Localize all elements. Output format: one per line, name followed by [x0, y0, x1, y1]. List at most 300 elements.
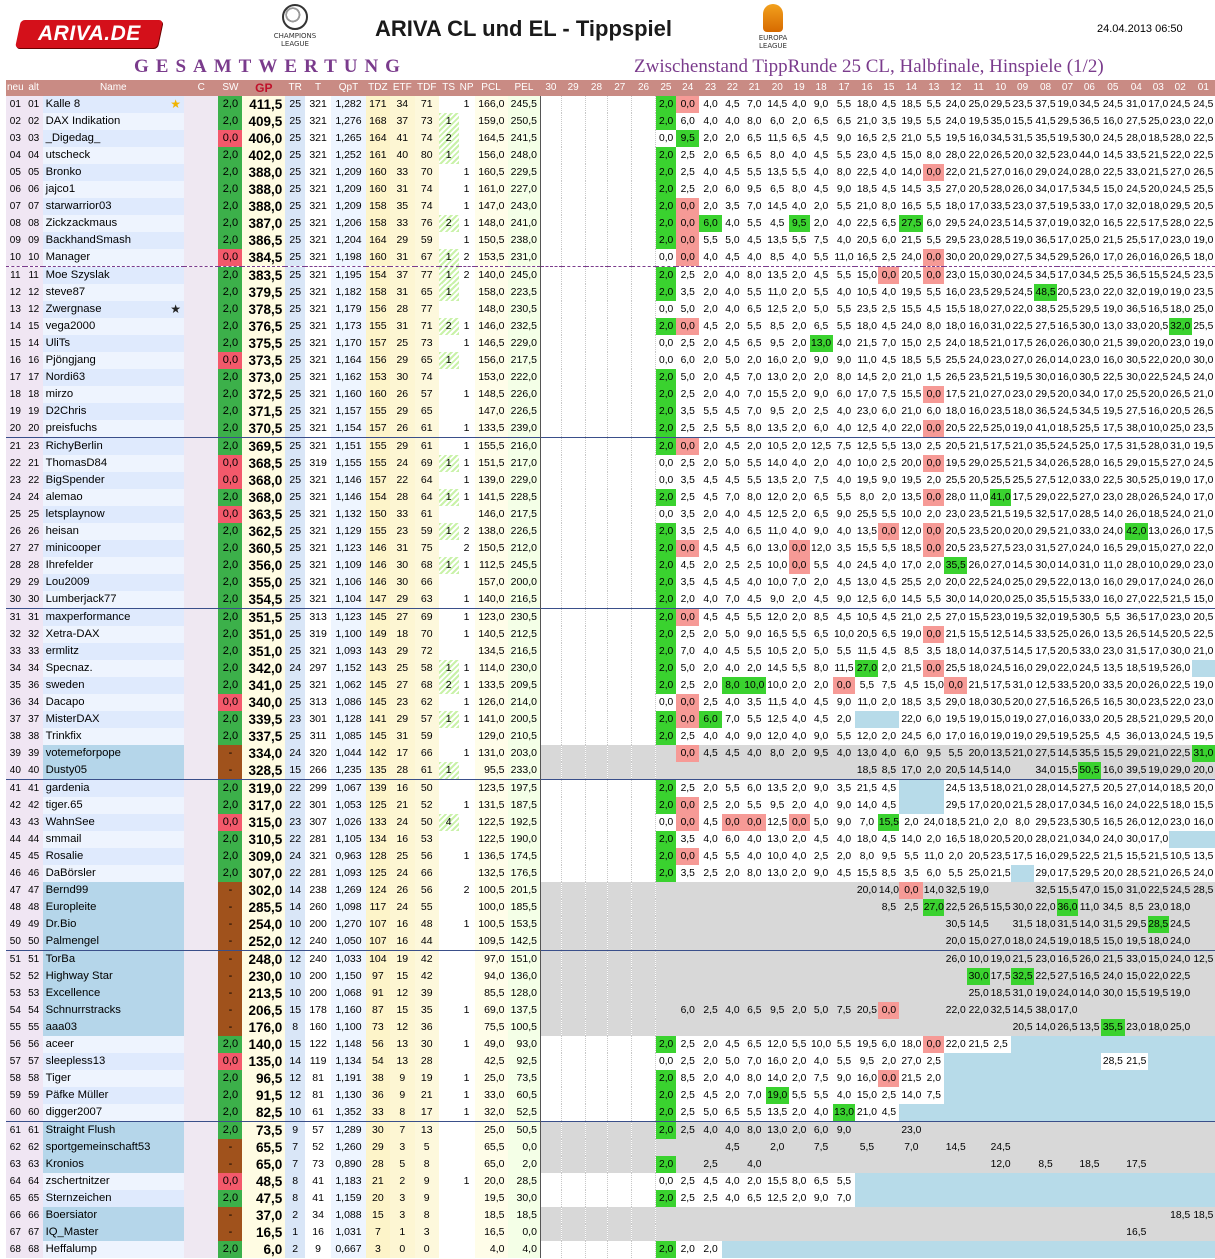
- player-name-label[interactable]: BackhandSmash: [45, 234, 131, 246]
- table-row[interactable]: [6, 369, 1215, 386]
- player-name-label[interactable]: Nordi63: [45, 371, 86, 383]
- table-row[interactable]: [6, 814, 1215, 831]
- round-cell: 5,5: [836, 1039, 852, 1050]
- player-name-label[interactable]: gardenia: [45, 782, 90, 794]
- table-row[interactable]: [6, 933, 1215, 951]
- round-cell: 5,0: [725, 629, 740, 640]
- player-name[interactable]: [43, 232, 184, 249]
- table-row[interactable]: [6, 249, 1215, 267]
- quota-per-tip: 1,093: [331, 643, 366, 660]
- player-name[interactable]: [43, 1173, 184, 1190]
- column-header[interactable]: TDF: [415, 80, 439, 96]
- table-row[interactable]: [6, 797, 1215, 814]
- column-header[interactable]: neu: [6, 80, 25, 96]
- player-name[interactable]: [43, 865, 184, 882]
- player-name-label[interactable]: Straight Flush: [45, 1124, 116, 1136]
- player-name[interactable]: [43, 489, 184, 506]
- player-name[interactable]: [43, 130, 184, 147]
- player-name-label[interactable]: aaa03: [45, 1021, 78, 1033]
- player-name-label[interactable]: Specnaz.: [45, 662, 93, 674]
- column-header[interactable]: GP: [242, 80, 285, 96]
- rounds-played: 25: [285, 523, 305, 540]
- column-header[interactable]: PCL: [475, 80, 508, 96]
- column-header[interactable]: 15: [878, 80, 899, 96]
- column-header[interactable]: 02: [1169, 80, 1192, 96]
- points-cl: 100,5: [475, 882, 508, 899]
- player-name-label[interactable]: MisterDAX: [45, 713, 100, 725]
- player-name[interactable]: [43, 797, 184, 814]
- player-name-label[interactable]: votemeforpope: [45, 747, 121, 759]
- round-cell: [585, 369, 608, 386]
- player-name[interactable]: [43, 728, 184, 745]
- table-row[interactable]: [6, 728, 1215, 745]
- np-value: 1: [463, 850, 470, 862]
- player-name[interactable]: [43, 472, 184, 489]
- table-row[interactable]: [6, 335, 1215, 352]
- table-row[interactable]: [6, 1002, 1215, 1019]
- player-name-label[interactable]: digger2007: [45, 1106, 103, 1118]
- player-name-label[interactable]: heisan: [45, 525, 79, 537]
- player-name[interactable]: [43, 1070, 184, 1087]
- player-name[interactable]: [43, 1122, 184, 1140]
- player-name-label[interactable]: _Digedag_: [45, 132, 101, 144]
- player-name[interactable]: [43, 215, 184, 232]
- table-row[interactable]: [6, 181, 1215, 198]
- table-row[interactable]: [6, 1190, 1215, 1207]
- round-cell: 2,5: [680, 1193, 695, 1204]
- table-row[interactable]: [6, 1173, 1215, 1190]
- round-cell: [899, 1224, 923, 1241]
- column-header[interactable]: 04: [1125, 80, 1148, 96]
- player-name-label[interactable]: Sternzeichen: [45, 1192, 112, 1204]
- player-name-label[interactable]: UliTs: [45, 337, 71, 349]
- round-cell: 6,0: [926, 406, 941, 417]
- column-header[interactable]: 19: [789, 80, 810, 96]
- player-name-label[interactable]: Schnurrstracks: [45, 1004, 121, 1016]
- round-cell: [608, 181, 632, 198]
- round-cell: [676, 1019, 699, 1036]
- table-row[interactable]: [6, 420, 1215, 438]
- table-row[interactable]: [6, 762, 1215, 780]
- table-row[interactable]: [6, 1087, 1215, 1104]
- table-row[interactable]: [6, 660, 1215, 677]
- round-cell: [608, 1122, 632, 1140]
- player-name[interactable]: [43, 968, 184, 985]
- column-header[interactable]: TDZ: [366, 80, 390, 96]
- player-name[interactable]: [43, 780, 184, 798]
- player-name[interactable]: [43, 301, 184, 318]
- round-cell: 17,5: [1012, 338, 1033, 349]
- player-name[interactable]: [43, 626, 184, 643]
- table-row[interactable]: [6, 506, 1215, 523]
- round-cell: 23,5: [856, 304, 877, 315]
- table-row[interactable]: [6, 1070, 1215, 1087]
- column-header[interactable]: 28: [585, 80, 608, 96]
- column-header[interactable]: 22: [722, 80, 743, 96]
- player-name[interactable]: [43, 609, 184, 627]
- round-cell: [561, 113, 585, 130]
- table-row[interactable]: [6, 489, 1215, 506]
- player-name-label[interactable]: BigSpender: [45, 474, 105, 486]
- column-header[interactable]: 17: [833, 80, 856, 96]
- player-name-label[interactable]: tiger.65: [45, 799, 83, 811]
- player-name[interactable]: [43, 438, 184, 456]
- player-name[interactable]: [43, 352, 184, 369]
- player-name-label[interactable]: DAX Indikation: [45, 115, 121, 127]
- table-row[interactable]: [6, 130, 1215, 147]
- table-row[interactable]: [6, 1224, 1215, 1241]
- round-cell: 27,5: [1057, 968, 1078, 985]
- player-name-label[interactable]: Dacapo: [45, 696, 85, 708]
- column-header[interactable]: 26: [632, 80, 656, 96]
- player-name[interactable]: [43, 711, 184, 728]
- column-header[interactable]: alt: [25, 80, 43, 96]
- table-row[interactable]: [6, 1122, 1215, 1140]
- table-row[interactable]: [6, 455, 1215, 472]
- player-name[interactable]: [43, 1156, 184, 1173]
- player-name[interactable]: [43, 420, 184, 438]
- player-name-label[interactable]: Trinkfix: [45, 730, 82, 742]
- table-row[interactable]: [6, 848, 1215, 865]
- table-row[interactable]: [6, 916, 1215, 933]
- table-row[interactable]: [6, 523, 1215, 540]
- table-row[interactable]: [6, 198, 1215, 215]
- table-row[interactable]: [6, 472, 1215, 489]
- player-name-label[interactable]: RichyBerlin: [45, 440, 103, 452]
- table-row[interactable]: [6, 745, 1215, 762]
- table-row[interactable]: [6, 557, 1215, 574]
- column-header[interactable]: 10: [990, 80, 1011, 96]
- player-name[interactable]: [43, 814, 184, 831]
- column-header[interactable]: 03: [1148, 80, 1169, 96]
- table-row[interactable]: [6, 626, 1215, 643]
- player-name[interactable]: [43, 386, 184, 403]
- player-name-label[interactable]: letsplaynow: [45, 508, 105, 520]
- player-name[interactable]: [43, 1207, 184, 1224]
- table-row[interactable]: [6, 574, 1215, 591]
- player-name[interactable]: [43, 335, 184, 352]
- player-name-label[interactable]: sweden: [45, 679, 85, 691]
- table-row[interactable]: [6, 677, 1215, 694]
- player-name[interactable]: [43, 660, 184, 677]
- table-row[interactable]: [6, 96, 1215, 113]
- player-name[interactable]: [43, 455, 184, 472]
- rank-new: 16: [6, 352, 25, 369]
- player-name[interactable]: [43, 1104, 184, 1122]
- column-header[interactable]: 30: [540, 80, 561, 96]
- player-name[interactable]: [43, 1053, 184, 1070]
- player-name-label[interactable]: ThomasD84: [45, 457, 108, 469]
- round-cell: 16,5: [856, 252, 877, 263]
- player-name-label[interactable]: sleepless13: [45, 1055, 106, 1067]
- player-name[interactable]: [43, 848, 184, 865]
- table-row[interactable]: [6, 386, 1215, 403]
- table-row[interactable]: [6, 147, 1215, 164]
- player-name-label[interactable]: Excellence: [45, 987, 101, 999]
- round-cell: [540, 1036, 561, 1053]
- player-name-label[interactable]: steve87: [45, 286, 86, 298]
- player-name[interactable]: [43, 677, 184, 694]
- player-name-label[interactable]: Boersiator: [45, 1209, 98, 1221]
- player-name-label[interactable]: Päfke Müller: [45, 1089, 109, 1101]
- player-name[interactable]: [43, 1139, 184, 1156]
- round-cell: 20,5: [1057, 287, 1078, 298]
- round-cell: 29,5: [1035, 577, 1056, 588]
- round-cell: 2,5: [680, 389, 695, 400]
- player-name-label[interactable]: Heffalump: [45, 1243, 97, 1255]
- player-name-label[interactable]: minicooper: [45, 542, 101, 554]
- player-name[interactable]: [43, 951, 184, 969]
- player-name-label[interactable]: utscheck: [45, 149, 91, 161]
- column-header[interactable]: 14: [899, 80, 923, 96]
- column-header[interactable]: NP: [459, 80, 475, 96]
- player-name-label[interactable]: sportgemeinschaft53: [45, 1141, 151, 1153]
- table-row[interactable]: [6, 609, 1215, 627]
- table-row[interactable]: [6, 882, 1215, 899]
- player-name[interactable]: [43, 506, 184, 523]
- player-name[interactable]: [43, 1087, 184, 1104]
- column-header[interactable]: C: [184, 80, 219, 96]
- player-name-label[interactable]: mirzo: [45, 388, 74, 400]
- player-name[interactable]: [43, 643, 184, 660]
- table-row[interactable]: [6, 643, 1215, 660]
- player-name-label[interactable]: WahnSee: [45, 816, 95, 828]
- player-name[interactable]: [43, 694, 184, 711]
- round-cell: 2,0: [926, 509, 941, 520]
- player-name[interactable]: [43, 591, 184, 609]
- table-row[interactable]: [6, 968, 1215, 985]
- table-row[interactable]: [6, 711, 1215, 728]
- table-row[interactable]: [6, 985, 1215, 1002]
- round-cell: 20,5: [856, 629, 877, 640]
- player-name-label[interactable]: IQ_Master: [45, 1226, 99, 1238]
- player-name[interactable]: [43, 403, 184, 420]
- player-name[interactable]: [43, 1036, 184, 1053]
- player-name-label[interactable]: starwarrior03: [45, 200, 112, 212]
- table-row[interactable]: [6, 1019, 1215, 1036]
- player-name[interactable]: [43, 147, 184, 164]
- table-row[interactable]: [6, 1104, 1215, 1122]
- table-row[interactable]: [6, 951, 1215, 969]
- player-name-label[interactable]: Manager: [45, 251, 91, 263]
- player-name-label[interactable]: Tiger: [45, 1072, 71, 1084]
- player-name[interactable]: [43, 745, 184, 762]
- player-name-label[interactable]: Bronko: [45, 166, 82, 178]
- table-row[interactable]: [6, 865, 1215, 882]
- column-header[interactable]: 12: [944, 80, 967, 96]
- round-cell: 4,5: [813, 714, 829, 725]
- column-header[interactable]: TR: [285, 80, 305, 96]
- tdf-value: 77: [415, 267, 439, 285]
- player-name-label[interactable]: Zwergnase: [45, 303, 102, 315]
- player-name-label[interactable]: aceer: [45, 1038, 74, 1050]
- table-row[interactable]: [6, 1156, 1215, 1173]
- table-row[interactable]: [6, 284, 1215, 301]
- column-header[interactable]: 11: [967, 80, 990, 96]
- player-name-label[interactable]: ermlitz: [45, 645, 79, 657]
- player-name[interactable]: [43, 762, 184, 780]
- rank-old: 52: [25, 968, 43, 985]
- table-row[interactable]: [6, 540, 1215, 557]
- column-header[interactable]: 21: [743, 80, 766, 96]
- player-name-label[interactable]: Palmengel: [45, 935, 99, 947]
- column-header[interactable]: 08: [1034, 80, 1057, 96]
- player-name-label[interactable]: Pjöngjang: [45, 354, 96, 366]
- player-name-label[interactable]: vega2000: [45, 320, 96, 332]
- player-name[interactable]: [43, 899, 184, 916]
- player-name[interactable]: [43, 181, 184, 198]
- player-name-label[interactable]: jajco1: [45, 183, 76, 195]
- column-header[interactable]: TS: [439, 80, 459, 96]
- round-cell: 15,5: [945, 304, 966, 315]
- sw-value: 2,0: [218, 1036, 242, 1053]
- player-name[interactable]: [43, 882, 184, 899]
- round-cell: [1034, 1207, 1057, 1224]
- column-header[interactable]: 06: [1078, 80, 1101, 96]
- player-name[interactable]: [43, 557, 184, 574]
- table-row[interactable]: [6, 164, 1215, 181]
- player-name-label[interactable]: Dr.Bio: [45, 918, 77, 930]
- player-name[interactable]: [43, 1241, 184, 1258]
- ts-value: [439, 1224, 459, 1241]
- column-header[interactable]: QpT: [331, 80, 366, 96]
- points-cl: 155,5: [475, 438, 508, 456]
- player-name-label[interactable]: D2Chris: [45, 405, 87, 417]
- player-name-label[interactable]: Europleite: [45, 901, 97, 913]
- column-header[interactable]: 24: [676, 80, 699, 96]
- round-cell: 24,0: [1169, 951, 1192, 969]
- table-row[interactable]: [6, 1207, 1215, 1224]
- player-name[interactable]: [43, 523, 184, 540]
- table-row[interactable]: [6, 403, 1215, 420]
- column-header[interactable]: 20: [766, 80, 789, 96]
- player-name[interactable]: [43, 318, 184, 335]
- player-name-label[interactable]: Kronios: [45, 1158, 84, 1170]
- player-name[interactable]: [43, 284, 184, 301]
- column-header[interactable]: 05: [1101, 80, 1125, 96]
- player-name-label[interactable]: Lumberjack77: [45, 593, 117, 605]
- player-name-label[interactable]: Lou2009: [45, 576, 90, 588]
- player-name[interactable]: [43, 369, 184, 386]
- round-cell: 15,0: [1125, 968, 1148, 985]
- round-cell: 25,5: [1126, 389, 1147, 400]
- player-name-label[interactable]: maxperformance: [45, 611, 131, 623]
- column-header[interactable]: 25: [655, 80, 676, 96]
- player-name-label[interactable]: DaBörsler: [45, 867, 96, 879]
- player-name-label[interactable]: preisfuchs: [45, 422, 98, 434]
- etf-value: 15: [390, 968, 415, 985]
- player-name-label[interactable]: Bernd99: [45, 884, 89, 896]
- player-name[interactable]: [43, 916, 184, 933]
- table-row[interactable]: [6, 694, 1215, 711]
- column-header[interactable]: 07: [1057, 80, 1078, 96]
- player-name-label[interactable]: smmail: [45, 833, 82, 845]
- player-name-label[interactable]: Moe Szyslak: [45, 269, 110, 281]
- column-header[interactable]: 01: [1192, 80, 1215, 96]
- table-row[interactable]: [6, 1053, 1215, 1070]
- player-name-label[interactable]: TorBa: [45, 953, 76, 965]
- player-name[interactable]: [43, 540, 184, 557]
- round-cell: [561, 164, 585, 181]
- player-name[interactable]: [43, 164, 184, 181]
- player-name-label[interactable]: alemao: [45, 491, 83, 503]
- player-name[interactable]: [43, 1190, 184, 1207]
- column-header[interactable]: T: [305, 80, 331, 96]
- table-row[interactable]: [6, 267, 1215, 285]
- np-value: 1: [463, 166, 470, 178]
- player-name[interactable]: [43, 198, 184, 215]
- table-row[interactable]: [6, 352, 1215, 369]
- column-header[interactable]: 16: [855, 80, 878, 96]
- total-points: 411,5: [242, 96, 285, 113]
- table-row[interactable]: [6, 1139, 1215, 1156]
- sw-value: 2,0: [218, 711, 242, 728]
- round-cell: 35,5: [1035, 594, 1056, 605]
- table-row[interactable]: [6, 318, 1215, 335]
- table-row[interactable]: [6, 1241, 1215, 1258]
- round-cell: 19,0: [1057, 933, 1078, 951]
- player-name[interactable]: [43, 113, 184, 130]
- column-header[interactable]: Name: [43, 80, 184, 96]
- player-name[interactable]: [43, 267, 184, 285]
- player-name[interactable]: [43, 249, 184, 267]
- table-row[interactable]: [6, 301, 1215, 318]
- table-row[interactable]: [6, 899, 1215, 916]
- table-row[interactable]: [6, 232, 1215, 249]
- player-name-label[interactable]: Dusty05: [45, 764, 88, 776]
- column-header[interactable]: 09: [1011, 80, 1034, 96]
- table-row[interactable]: [6, 215, 1215, 232]
- column-header[interactable]: SW: [218, 80, 242, 96]
- player-name-label[interactable]: zschertnitzer: [45, 1175, 110, 1187]
- player-name-label[interactable]: Highway Star: [45, 970, 113, 982]
- player-name[interactable]: [43, 574, 184, 591]
- round-cell: 4,0: [833, 745, 856, 762]
- column-header[interactable]: 13: [923, 80, 944, 96]
- column-header[interactable]: 23: [699, 80, 722, 96]
- round-cell: 35,5: [1078, 745, 1101, 762]
- column-header[interactable]: PEL: [508, 80, 541, 96]
- column-header[interactable]: 29: [561, 80, 585, 96]
- player-name-label[interactable]: Kalle 8: [45, 98, 81, 110]
- player-name-label[interactable]: Zickzackmaus: [45, 217, 118, 229]
- table-row[interactable]: [6, 113, 1215, 130]
- ariva-logo[interactable]: ARIVA.DE: [15, 20, 163, 48]
- player-name[interactable]: [43, 1002, 184, 1019]
- round-cell: 17,5: [1102, 423, 1123, 434]
- ts-value: 1: [439, 660, 459, 677]
- table-row[interactable]: [6, 1036, 1215, 1053]
- player-name-label[interactable]: Xetra-DAX: [45, 628, 100, 640]
- table-row[interactable]: [6, 780, 1215, 798]
- player-name[interactable]: [43, 96, 184, 113]
- table-row[interactable]: [6, 831, 1215, 848]
- column-header[interactable]: 27: [608, 80, 632, 96]
- table-row[interactable]: [6, 591, 1215, 609]
- player-name[interactable]: [43, 831, 184, 848]
- player-name-label[interactable]: Rosalie: [45, 850, 84, 862]
- column-header[interactable]: 18: [810, 80, 833, 96]
- column-header[interactable]: ETF: [390, 80, 415, 96]
- round-cell: 26,5: [1170, 868, 1191, 879]
- table-row[interactable]: [6, 438, 1215, 456]
- player-name[interactable]: [43, 933, 184, 951]
- round-cell: [585, 147, 608, 164]
- player-name[interactable]: [43, 985, 184, 1002]
- player-name[interactable]: [43, 1224, 184, 1241]
- player-name-label[interactable]: Ihrefelder: [45, 559, 94, 571]
- player-name[interactable]: [43, 1019, 184, 1036]
